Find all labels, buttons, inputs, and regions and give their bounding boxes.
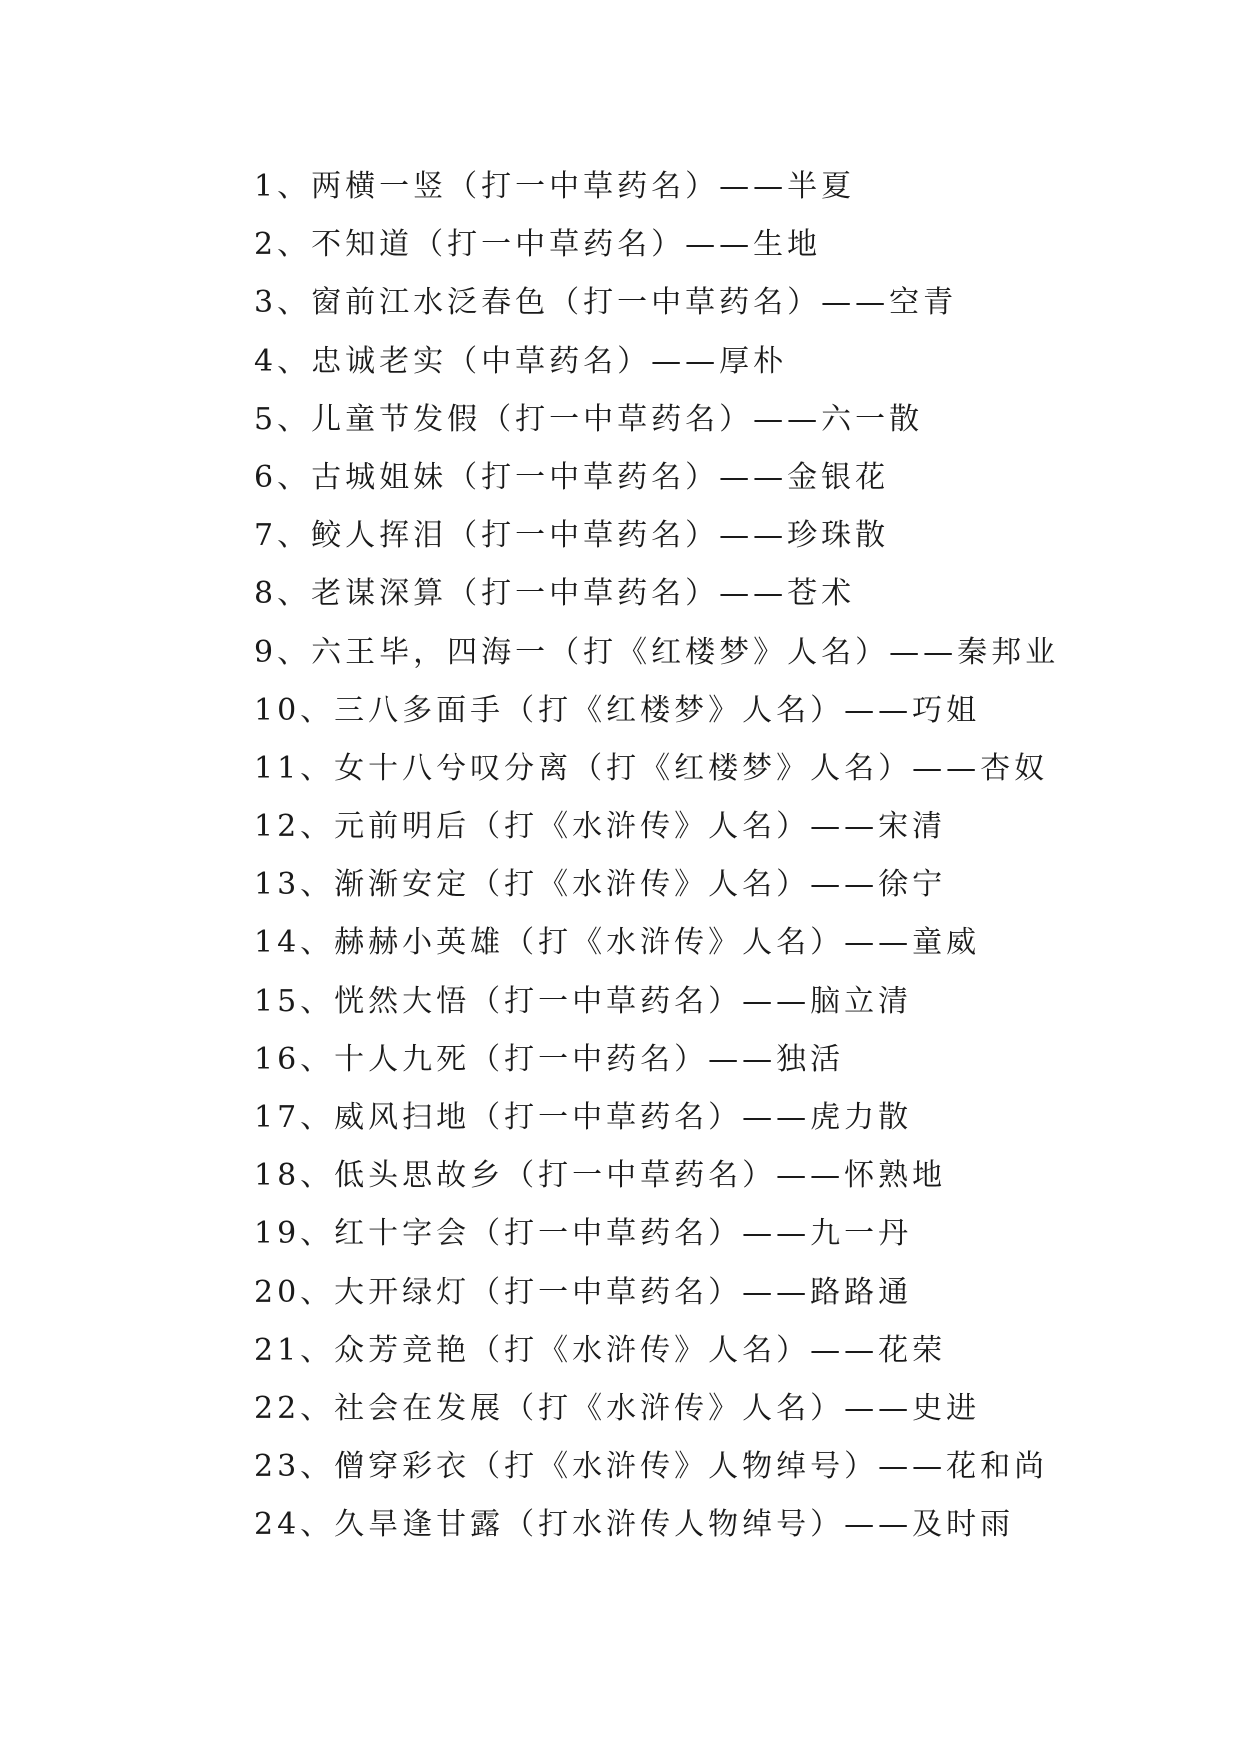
riddle-line-21: 21、众芳竞艳（打《水浒传》人名）——花荣: [254, 1332, 947, 1368]
riddle-line-18: 18、低头思故乡（打一中草药名）——怀熟地: [254, 1158, 947, 1194]
riddle-line-12: 12、元前明后（打《水浒传》人名）——宋清: [254, 809, 947, 845]
riddle-line-16: 16、十人九死（打一中药名）——独活: [254, 1041, 845, 1077]
riddle-line-11: 11、女十八兮叹分离（打《红楼梦》人名）——杏奴: [254, 750, 1049, 786]
riddle-line-2: 2、不知道（打一中草药名）——生地: [254, 227, 822, 263]
riddle-line-17: 17、威风扫地（打一中草药名）——虎力散: [254, 1100, 913, 1135]
riddle-line-3: 3、窗前江水泛春色（打一中草药名）——空青: [254, 285, 958, 321]
riddle-line-19: 19、红十字会（打一中草药名）——九一丹: [254, 1216, 913, 1252]
riddle-list: [254, 158, 1059, 1555]
riddle-line-7: 7、鲛人挥泪（打一中草药名）——珍珠散: [254, 518, 890, 554]
riddle-line-9: 9、六王毕，四海一（打《红楼梦》人名）——秦邦业: [254, 634, 1060, 670]
riddle-line-5: 5、儿童节发假（打一中草药名）——六一散: [254, 401, 924, 437]
riddle-line-1: 1、两横一竖（打一中草药名）——半夏: [254, 169, 856, 204]
riddle-line-23: 23、僧穿彩衣（打《水浒传》人物绰号）——花和尚: [254, 1449, 1049, 1485]
riddle-line-6: 6、古城姐妹（打一中草药名）——金银花: [254, 459, 890, 495]
riddle-line-20: 20、大开绿灯（打一中草药名）——路路通: [254, 1274, 913, 1310]
riddle-line-4: 4、忠诚老实（中草药名）——厚朴: [254, 343, 788, 379]
riddle-line-14: 14、赫赫小英雄（打《水浒传》人名）——童威: [254, 925, 981, 961]
riddle-line-8: 8、老谋深算（打一中草药名）——苍术: [254, 576, 856, 612]
riddle-line-10: 10、三八多面手（打《红楼梦》人名）——巧姐: [254, 692, 981, 728]
riddle-line-13: 13、渐渐安定（打《水浒传》人名）——徐宁: [254, 867, 947, 903]
riddle-line-22: 22、社会在发展（打《水浒传》人名）——史进: [254, 1390, 981, 1426]
riddle-line-24: 24、久旱逢甘露（打水浒传人物绰号）——及时雨: [254, 1507, 1015, 1543]
riddle-line-15: 15、恍然大悟（打一中草药名）——脑立清: [254, 983, 913, 1019]
